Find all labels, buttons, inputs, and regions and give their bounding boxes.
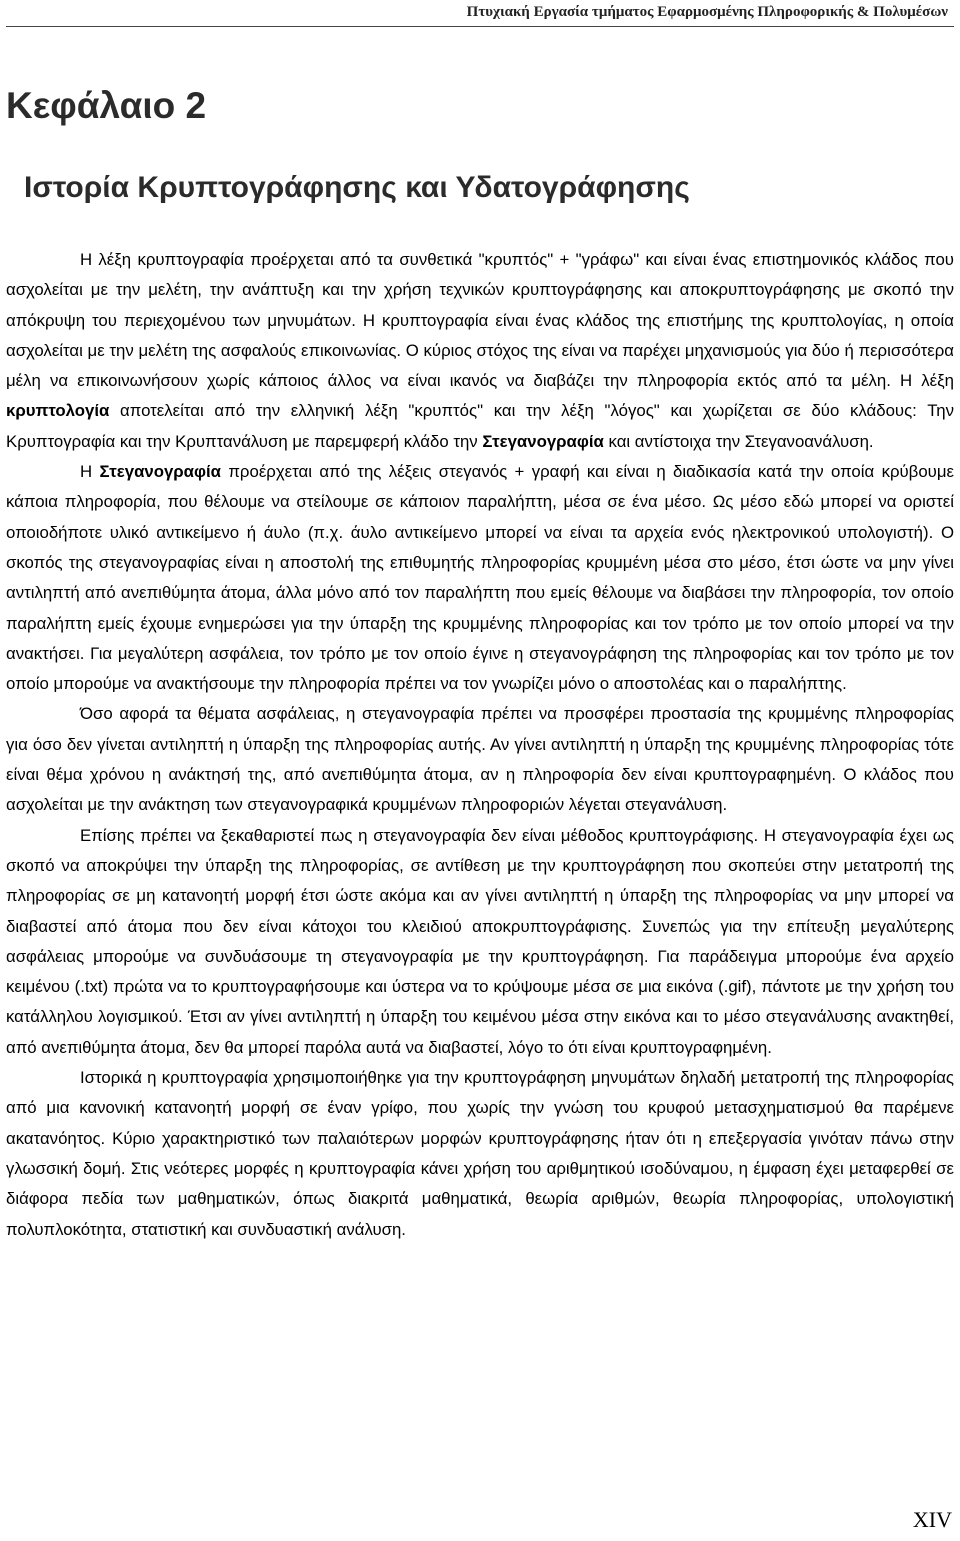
- paragraph-text: Η: [80, 462, 100, 482]
- bold-term: κρυπτολογία: [6, 401, 110, 421]
- paragraph-text: και αντίστοιχα την Στεγανοανάλυση.: [603, 431, 874, 451]
- paragraph-text: Η λέξη κρυπτογραφία προέρχεται από τα συνθετικά "κρυπτός" + "γράφω" και είναι ένας επιστημονικός κλάδος που ασχολείται με την μελέτη, την ανάπτυξη και την χρήση τεχνικών κρυπτογράφησης και αποκρυπτογράφησης με σκοπό την απόκρυψη του περιεχομένου των μηνυμάτων. Η κρυπτογραφία είναι ένας κλάδος της επιστήμης της κρυπτολογίας, η οποία ασχολείται με την μελέτη της ασφαλούς επικοινωνίας. Ο κύριος στόχος της είναι να παρέχει μηχανισμούς για δύο ή περισσότερα μέλη να επικοινωνήσουν χωρίς κάποιος άλλος να είναι ικανός να διαβάζει την πληροφορία εκτός από τα μέλη. Η λέξη: [6, 250, 954, 391]
- body-text: [6, 245, 954, 1245]
- paragraph: [6, 1063, 954, 1245]
- bold-term: Στεγανογραφία: [99, 462, 221, 482]
- page-number: XIV: [912, 1507, 952, 1532]
- paragraph-text: αποτελείται από την ελληνική λέξη "κρυπτός" και την λέξη "λόγος" και χωρίζεται σε δύο κλάδους: Την Κρυπτογραφία και την Κρυπτανάλυση με παρεμφερή κλάδο την: [6, 401, 954, 451]
- paragraph: [6, 457, 954, 699]
- chapter-subtitle: Ιστορία Κρυπτογράφησης και Υδατογράφησης: [24, 171, 690, 204]
- paragraph-text: Επίσης πρέπει να ξεκαθαριστεί πως η στεγανογραφία δεν είναι μέθοδος κρυπτογράφισης. Η στεγανογραφία έχει ως σκοπό να αποκρύψει την ύπαρξη της πληροφορίας, σε αντίθεση με την κρυπτογράφηση που σκοπεύει στην μετατροπή της πληροφορίας σε μη κατανοητή μορφή έτσι ώστε ακόμα και αν γίνει αντιληπτή η ύπαρξη της πληροφορίας να μην μπορεί να διαβαστεί από άτομα που δεν είναι κάτοχοι του κλειδιού αποκρυπτογράφισης. Συνεπώς για την επίτευξη μεγαλύτερης ασφάλειας μπορούμε να συνδυάσουμε τη στεγανογραφία με την κρυπτογράφηση. Για παράδειγμα μπορούμε ένα αρχείο κειμένου (.txt) πρώτα να το κρυπτογραφήσουμε και ύστερα να το κρύψουμε μέσα σε μια εικόνα (.gif), πάντοτε με την χρήση του κατάλληλου λογισμικού. Έτσι αν γίνει αντιληπτή η ύπαρξη του κειμένου μέσα στην εικόνα και το μέσο στεγανάλυσης ανακτηθεί, από ανεπιθύμητα άτομα, δεν θα μπορεί παρόλα αυτά να διαβαστεί, λόγο το ότι είναι κρυπτογραφημένη.: [6, 825, 954, 1057]
- paragraph-text: Ιστορικά η κρυπτογραφία χρησιμοποιήθηκε για την κρυπτογράφηση μηνυμάτων δηλαδή μετατροπή της πληροφορίας από μια κανονική κατανοητή μορφή σε έναν γρίφο, που χωρίς την γνώση του κρυφού μετασχηματισμού θα παρέμενε ακατανόητος. Κύριο χαρακτηριστικό των παλαιότερων μορφών κρυπτογράφησης ήταν ότι η επεξεργασία γινόταν πάνω στην γλωσσική δομή. Στις νεότερες μορφές η κρυπτογραφία κάνει χρήση του αριθμητικού ισοδύναμου, η έμφαση έχει μεταφερθεί σε διάφορα πεδία των μαθηματικών, όπως διακριτά μαθηματικά, θεωρία αριθμών, θεωρία πληροφορίας, υπολογιστική πολυπλοκότητα, στατιστική και συνδυαστική ανάλυση.: [6, 1068, 954, 1239]
- paragraph-text: προέρχεται από της λέξεις στεγανός + γραφή και είναι η διαδικασία κατά την οποία κρύβουμε κάποια πληροφορία, που θέλουμε να στείλουμε σε κάποιον παραλήπτη, μέσα σε ένα μέσο. Ως μέσο εδώ μπορεί να οριστεί οποιοδήποτε υλικό αντικείμενο ή άυλο (π.χ. άυλο αντικείμενο μπορεί να είναι τα αρχεία ενός ηλεκτρονικού υπολογιστή). Ο σκοπός της στεγανογραφίας είναι η αποστολή της επιθυμητής πληροφορίας κρυμμένη μέσα στο μέσο, έτσι ώστε να μην γίνει αντιληπτή από ανεπιθύμητα άτομα, άλλα μόνο από τον παραλήπτη που εμείς θέλουμε να διαβάσει την πληροφορία, τον οποίο παραλήπτη εμείς έχουμε ενημερώσει για την ύπαρξη της κρυμμένης πληροφορίας και τον τρόπο με τον οποίο μπορεί να την ανακτήσει. Για μεγαλύτερη ασφάλεια, τον τρόπο με τον οποίο έγινε η στεγανογράφηση της πληροφορίας και τον τρόπο με τον οποίο μπορούμε να ανακτήσουμε την πληροφορία πρέπει να τον γνωρίζει μόνο ο αποστολέας και ο παραλήπτης.: [6, 462, 954, 694]
- paragraph-text: Όσο αφορά τα θέματα ασφάλειας, η στεγανογραφία πρέπει να προσφέρει προστασία της κρυμμένης πληροφορίας για όσο δεν γίνεται αντιληπτή η ύπαρξη της πληροφορίας αυτής. Αν γίνει αντιληπτή η ύπαρξη της κρυμμένης πληροφορίας τότε είναι θέμα χρόνου η ανάκτησή της, από ανεπιθύμητα άτομα, αν η πληροφορία δεν είναι κρυπτογραφημένη. Ο κλάδος που ασχολείται με την ανάκτηση των στεγανογραφικά κρυμμένων πληροφοριών λέγεται στεγανάλυση.: [6, 704, 954, 815]
- paragraph: [6, 699, 954, 820]
- bold-term: Στεγανογραφία: [482, 431, 604, 451]
- paragraph: [6, 245, 954, 457]
- header-divider: [6, 26, 954, 27]
- chapter-title: Κεφάλαιο 2: [6, 85, 207, 126]
- paragraph: [6, 821, 954, 1063]
- running-header: Πτυχιακή Εργασία τμήματος Εφαρμοσμένης Πληροφορικής & Πολυμέσων: [466, 4, 948, 20]
